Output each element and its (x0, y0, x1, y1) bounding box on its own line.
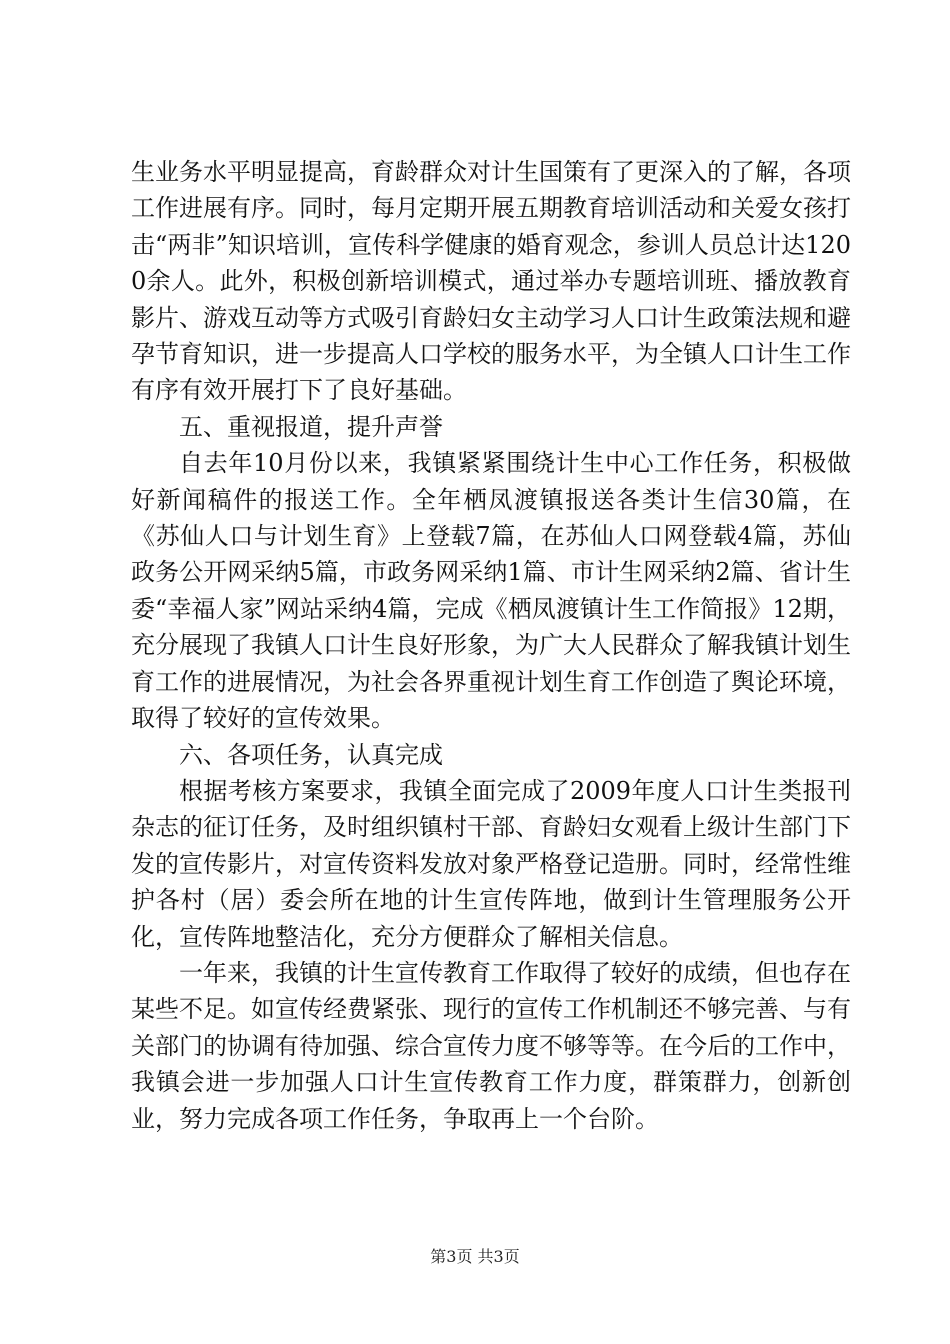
document-body (131, 154, 851, 1137)
page-footer (0, 1244, 950, 1267)
paragraph-2: 自去年10月份以来，我镇紧紧围绕计生中心工作任务，积极做好新闻稿件的报送工作。全年栖凤渡镇报送各类计生信30篇，在《苏仙人口与计划生育》上登载7篇，在苏仙人口网登载4篇，苏仙政务公开网采纳5篇，市政务网采纳1篇、市计生网采纳2篇、省计生委“幸福人家”网站采纳4篇，完成《栖凤渡镇计生工作简报》12期，充分展现了我镇人口计生良好形象，为广大人民群众了解我镇计划生育工作的进展情况，为社会各界重视计划生育工作创造了舆论环境，取得了较好的宣传效果。 (131, 449, 851, 733)
paragraph-1: 生业务水平明显提高，育龄群众对计生国策有了更深入的了解，各项工作进展有序。同时，每月定期开展五期教育培训活动和关爱女孩打击“两非”知识培训，宣传科学健康的婚育观念，参训人员总计达1200余人。此外，积极创新培训模式，通过举办专题培训班、播放教育影片、游戏互动等方式吸引育龄妇女主动学习人口计生政策法规和避孕节育知识，进一步提高人口学校的服务水平，为全镇人口计生工作有序有效开展打下了良好基础。 (131, 158, 851, 405)
paragraph-3: 根据考核方案要求，我镇全面完成了2009年度人口计生类报刊杂志的征订任务，及时组织镇村干部、育龄妇女观看上级计生部门下发的宣传影片，对宣传资料发放对象严格登记造册。同时，经常性维护各村（居）委会所在地的计生宣传阵地，做到计生管理服务公开化，宣传阵地整洁化，充分方便群众了解相关信息。 (131, 776, 851, 951)
page-number: 第3页 共3页 (430, 1247, 520, 1266)
paragraph-4: 一年来，我镇的计生宣传教育工作取得了较好的成绩，但也存在某些不足。如宣传经费紧张、现行的宣传工作机制还不够完善、与有关部门的协调有待加强、综合宣传力度不够等等。在今后的工作中，我镇会进一步加强人口计生宣传教育工作力度，群策群力，创新创业，努力完成各项工作任务，争取再上一个台阶。 (131, 958, 851, 1133)
section-heading-5: 五、重视报道，提升声誉 (179, 412, 443, 441)
section-heading-6: 六、各项任务，认真完成 (179, 740, 443, 769)
